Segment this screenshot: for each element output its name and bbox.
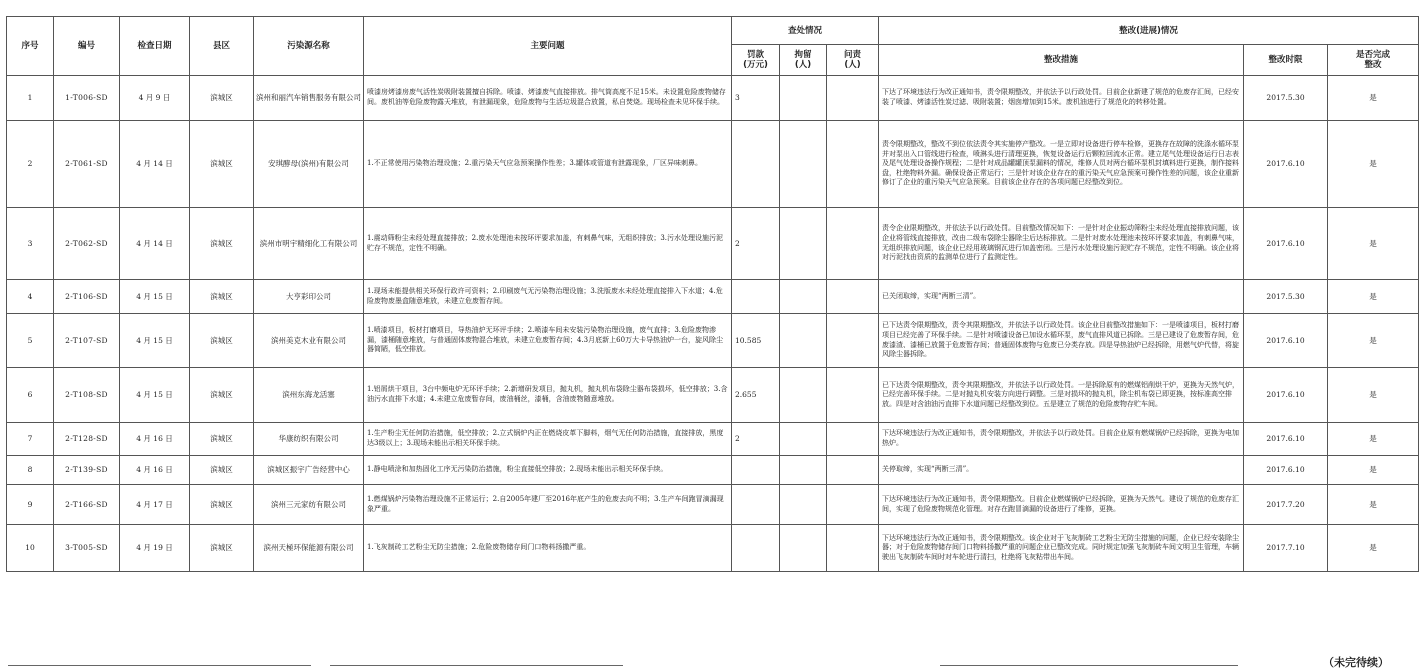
- table-row: [7, 485, 1419, 525]
- header-fine: 罚款 (万元): [732, 45, 780, 76]
- cell-source: 滨州市明宇精细化工有限公司: [254, 208, 364, 280]
- cell-source: 大亨彩印公司: [254, 280, 364, 314]
- cell-done: 是: [1328, 280, 1419, 314]
- cell-fine: [732, 121, 780, 208]
- cell-source: 滨州美克木业有限公司: [254, 314, 364, 368]
- table-row: [7, 368, 1419, 423]
- cell-problem: 1.现场未能提供相关环保行政许可资料；2.印刷废气无污染物治理设施；3.洗版废水未经处理直接排入下水道；4.危险废物废墨盒随意堆放，未建立危废暂存间。: [364, 280, 732, 314]
- table-row: [7, 76, 1419, 121]
- cell-done: 是: [1328, 76, 1419, 121]
- cell-done: 是: [1328, 314, 1419, 368]
- cell-id: 2-T062-SD: [54, 208, 120, 280]
- cell-deadline: 2017.6.10: [1244, 121, 1328, 208]
- cell-id: 2-T106-SD: [54, 280, 120, 314]
- header-date: 检查日期: [120, 17, 190, 76]
- table-row: [7, 423, 1419, 456]
- table-row: [7, 121, 1419, 208]
- cell-done: 是: [1328, 485, 1419, 525]
- cell-account: [827, 76, 879, 121]
- header-source: 污染源名称: [254, 17, 364, 76]
- cell-problem: 喷漆房烤漆房废气活性炭吸附装置擅自拆除。喷漆、烤漆废气直接排放。排气筒高度不足15米。未设置危险废物储存间。废机油等危险废物露天堆放，有泄漏现象，危险废物与生活垃圾混合放置，私自焚烧。现场检查未见环保手续。: [364, 76, 732, 121]
- table-row: [7, 208, 1419, 280]
- cell-seq: 3: [7, 208, 54, 280]
- cell-date: 4 月 9 日: [120, 76, 190, 121]
- cell-deadline: 2017.6.10: [1244, 423, 1328, 456]
- cell-problem: 1.静电喷涂和加热固化工序无污染防治措施，粉尘直接低空排放；2.现场未能出示相关环保手续。: [364, 456, 732, 485]
- cell-deadline: 2017.5.30: [1244, 76, 1328, 121]
- cell-date: 4 月 17 日: [120, 485, 190, 525]
- cell-account: [827, 314, 879, 368]
- cell-fine: 10.585: [732, 314, 780, 368]
- cell-deadline: 2017.6.10: [1244, 208, 1328, 280]
- cell-id: 2-T061-SD: [54, 121, 120, 208]
- cell-source: 华康纺织有限公司: [254, 423, 364, 456]
- cell-account: [827, 485, 879, 525]
- cell-deadline: 2017.6.10: [1244, 456, 1328, 485]
- cell-fine: [732, 456, 780, 485]
- cell-date: 4 月 15 日: [120, 280, 190, 314]
- cell-detain: [780, 76, 827, 121]
- footer-rule-right: [940, 665, 1238, 666]
- cell-measure: 关停取缔，实现“两断三清”。: [879, 456, 1244, 485]
- cell-district: 滨城区: [190, 423, 254, 456]
- cell-district: 滨城区: [190, 280, 254, 314]
- cell-seq: 4: [7, 280, 54, 314]
- cell-seq: 2: [7, 121, 54, 208]
- cell-problem: 1.不正常使用污染物治理设施；2.重污染天气应急预案操作性差；3.罐体或管道有泄露现象，厂区异味刺鼻。: [364, 121, 732, 208]
- cell-done: 是: [1328, 121, 1419, 208]
- cell-problem: 1.震动筛粉尘未经处理直接排放；2.废水处理池未按环评要求加盖，有刺鼻气味，无组织排放；3.污水处理设施污泥贮存不规范，定性不明确。: [364, 208, 732, 280]
- cell-done: 是: [1328, 208, 1419, 280]
- cell-measure: 下达环境违法行为改正通知书，责令限期整改。目前企业燃煤锅炉已经拆除，更换为天然气。建设了规范的危废存汇间，实现了危险废物规范化管理。对存在跑冒滴漏的设备进行了维修，更换。: [879, 485, 1244, 525]
- cell-account: [827, 280, 879, 314]
- cell-seq: 1: [7, 76, 54, 121]
- cell-id: 2-T139-SD: [54, 456, 120, 485]
- cell-measure: 已关闭取缔，实现“两断三清”。: [879, 280, 1244, 314]
- cell-account: [827, 423, 879, 456]
- cell-seq: 6: [7, 368, 54, 423]
- cell-fine: 2: [732, 208, 780, 280]
- cell-district: 滨城区: [190, 485, 254, 525]
- cell-district: 滨城区: [190, 121, 254, 208]
- cell-detain: [780, 485, 827, 525]
- footer-rule-left: [8, 665, 311, 666]
- cell-district: 滨城区: [190, 314, 254, 368]
- cell-id: 2-T166-SD: [54, 485, 120, 525]
- cell-fine: 3: [732, 76, 780, 121]
- cell-account: [827, 456, 879, 485]
- header-deadline: 整改时限: [1244, 45, 1328, 76]
- cell-problem: 1.生产粉尘无任何防治措施，低空排放；2.立式锅炉内正在燃烧皮革下脚料，烟气无任何防治措施，直接排放，黑度达3级以上；3.现场未能出示相关环保手续。: [364, 423, 732, 456]
- cell-detain: [780, 121, 827, 208]
- cell-measure: 责令企业限期整改，并依法予以行政处罚。目前整改情况如下：一是针对企业振动筛粉尘未经处理直接排放问题，该企业将管线直接排放，改由二级布袋除尘器除尘后达标排放。二是针对废水处理池未按环评要求加盖，有刺鼻气味，无组织排放问题，该企业已经用玻璃钢瓦进行加盖密闭。三是污水处理设施污泥贮存不规范，定性不明确。该企业将对污泥找由资质的监测单位进行了监测定性。: [879, 208, 1244, 280]
- rectification-table: [6, 16, 1419, 572]
- cell-source: 滨城区振宇广告经营中心: [254, 456, 364, 485]
- cell-detain: [780, 280, 827, 314]
- cell-district: 滨城区: [190, 208, 254, 280]
- cell-problem: 1.铝屑烘干项目，3台中频电炉无环评手续；2.新增研发项目，抛丸机，抛丸机布袋除尘器布袋损坏，低空排放；3.含油污水直排下水道；4.未建立危废暂存间，废油桶丝，漆桶，含油废物随意堆放。: [364, 368, 732, 423]
- cell-account: [827, 208, 879, 280]
- header-id: 编号: [54, 17, 120, 76]
- cell-date: 4 月 19 日: [120, 525, 190, 572]
- cell-id: 1-T006-SD: [54, 76, 120, 121]
- cell-done: 是: [1328, 456, 1419, 485]
- table-row: [7, 525, 1419, 572]
- cell-date: 4 月 14 日: [120, 121, 190, 208]
- cell-account: [827, 368, 879, 423]
- header-done: 是否完成 整改: [1328, 45, 1419, 76]
- cell-district: 滨城区: [190, 456, 254, 485]
- cell-problem: 1.飞灰制砖工艺粉尘无防尘措施；2.危险废物储存间门口物料扬撒严重。: [364, 525, 732, 572]
- cell-seq: 10: [7, 525, 54, 572]
- cell-account: [827, 525, 879, 572]
- cell-fine: [732, 485, 780, 525]
- cell-done: 是: [1328, 368, 1419, 423]
- cell-id: 2-T107-SD: [54, 314, 120, 368]
- cell-detain: [780, 456, 827, 485]
- cell-id: 3-T005-SD: [54, 525, 120, 572]
- cell-done: 是: [1328, 525, 1419, 572]
- cell-detain: [780, 368, 827, 423]
- cell-measure: 已下达责令限期整改，责令其限期整改，并依法予以行政处罚。该企业目前整改措施如下：一是喷漆项目，板材打磨项目已经完善了环保手续。二是针对喷漆设备已加设水循环泵，废气直排风道已拆除。三是已建设了危废暂存间，危废漆渣、漆桶已放置于危废暂存间；普通固体废物与危废已分类存放。四是导热油炉已经拆除，用燃气炉代替，将旋风除尘器拆除。: [879, 314, 1244, 368]
- cell-seq: 7: [7, 423, 54, 456]
- cell-measure: 已下达责令限期整改，责令其限期整改，并依法予以行政处罚。一是拆除原有的燃煤铝削烘干炉，更换为天然气炉，已经完善环保手续。二是对抛丸机安装方向进行调整。三是对损坏的抛丸机，除尘机布袋已即更换，按标准高空排放。四是对含油油污直排下水道问题已经整改到位。五是建立了规范的危险废物存贮车间。: [879, 368, 1244, 423]
- table-row: [7, 456, 1419, 485]
- cell-deadline: 2017.7.20: [1244, 485, 1328, 525]
- header-penalty-group: 查处情况: [732, 17, 879, 45]
- header-account: 问责 (人): [827, 45, 879, 76]
- cell-detain: [780, 314, 827, 368]
- cell-source: 安琪酵母(滨州)有限公司: [254, 121, 364, 208]
- cell-detain: [780, 208, 827, 280]
- cell-source: 滨州和丽汽车销售服务有限公司: [254, 76, 364, 121]
- cell-id: 2-T128-SD: [54, 423, 120, 456]
- cell-fine: [732, 525, 780, 572]
- cell-seq: 5: [7, 314, 54, 368]
- cell-id: 2-T108-SD: [54, 368, 120, 423]
- cell-seq: 9: [7, 485, 54, 525]
- cell-date: 4 月 14 日: [120, 208, 190, 280]
- cell-source: 滨州东海龙活塞: [254, 368, 364, 423]
- cell-fine: [732, 280, 780, 314]
- header-seq: 序号: [7, 17, 54, 76]
- cell-measure: 责令限期整改，整改不到位依法责令其实施停产整改。一是立即对设备进行停车检修，更换存在故障的洗涤水循环泵并对泵出入口管线进行检查，喷淋头进行清理更换，恢复设备运行后颗粒回流水正常。建立尾气处理设备运行日志表及尾气处理设备操作规程；二是针对成品罐罐顶泵漏料的情况，维修人员对两台循环泵机封填料进行更换，制作接料盘，杜绝物料外漏。确保设备正常运行；三是针对该企业存在的重污染天气应急预案可操作性差的问题，该企业重新修订了企业的重污染天气应急预案。目前该企业存在的各项问题已经整改到位。: [879, 121, 1244, 208]
- cell-problem: 1.喷漆项目，板材打磨项目，导热油炉无环评手续；2.喷漆车间未安装污染物治理设施，废气直排；3.危险废物渗漏，漆桶随意堆放，与普通固体废物混合堆放，未建立危废暂存间；4.3月底新上60万大卡导热油炉一台，旋风除尘器简陋，低空排放。: [364, 314, 732, 368]
- cell-date: 4 月 15 日: [120, 368, 190, 423]
- footer-rule-mid: [330, 665, 623, 666]
- cell-account: [827, 121, 879, 208]
- header-rectification-group: 整改(进展)情况: [879, 17, 1419, 45]
- cell-district: 滨城区: [190, 368, 254, 423]
- cell-source: 滨州三元家纺有限公司: [254, 485, 364, 525]
- cell-deadline: 2017.7.10: [1244, 525, 1328, 572]
- cell-detain: [780, 525, 827, 572]
- cell-fine: 2: [732, 423, 780, 456]
- cell-detain: [780, 423, 827, 456]
- cell-date: 4 月 16 日: [120, 423, 190, 456]
- header-measure: 整改措施: [879, 45, 1244, 76]
- table-row: [7, 280, 1419, 314]
- cell-district: 滨城区: [190, 76, 254, 121]
- header-problem: 主要问题: [364, 17, 732, 76]
- cell-problem: 1.燃煤锅炉污染物治理设施不正常运行；2.自2005年建厂至2016年底产生的危废去向不明；3.生产车间跑冒滴漏现象严重。: [364, 485, 732, 525]
- cell-measure: 下达环境违法行为改正通知书，责令限期整改。该企业对于飞灰制砖工艺粉尘无防尘措施的问题，企业已经安装除尘器；对于危险废物储存间门口物料扬撒严重的问题企业已整改完成。同时规定加强飞灰制砖车间文明卫生管理，车辆驶出飞灰制砖车间时对车轮进行清扫，杜绝将飞灰粘带出车间。: [879, 525, 1244, 572]
- cell-source: 滨州天極环保能源有限公司: [254, 525, 364, 572]
- header-district: 县区: [190, 17, 254, 76]
- header-detain: 拘留 (人): [780, 45, 827, 76]
- cell-deadline: 2017.6.10: [1244, 368, 1328, 423]
- cell-fine: 2.655: [732, 368, 780, 423]
- cell-deadline: 2017.6.10: [1244, 314, 1328, 368]
- cell-date: 4 月 16 日: [120, 456, 190, 485]
- to-be-continued-note: （未完待续）: [1323, 656, 1389, 669]
- cell-measure: 下达了环境违法行为改正通知书，责令限期整改，并依法予以行政处罚。目前企业新建了规范的危废存汇间，已经安装了喷漆、烤漆活性炭过滤、吸附装置；烟囱增加到15米。废机油进行了规范化的转移处置。: [879, 76, 1244, 121]
- cell-date: 4 月 15 日: [120, 314, 190, 368]
- cell-measure: 下达环境违法行为改正通知书，责令限期整改，并依法予以行政处罚。目前企业原有燃煤锅炉已经拆除，更换为电加热炉。: [879, 423, 1244, 456]
- cell-seq: 8: [7, 456, 54, 485]
- cell-done: 是: [1328, 423, 1419, 456]
- cell-deadline: 2017.5.30: [1244, 280, 1328, 314]
- table-row: [7, 314, 1419, 368]
- cell-district: 滨城区: [190, 525, 254, 572]
